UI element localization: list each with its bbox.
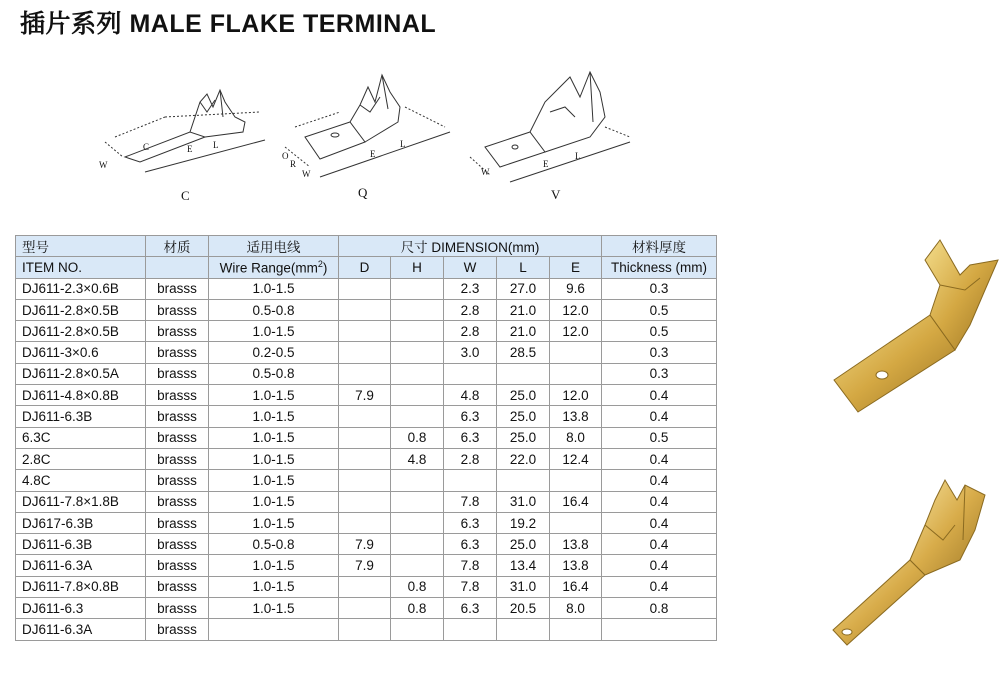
cell-w: 7.8 [444,491,497,512]
cell-l [497,470,550,491]
dim-label-e: E [543,159,549,169]
cell-item: DJ611-7.8×0.8B [16,576,146,597]
cell-l: 20.5 [497,598,550,619]
header-h: H [391,257,444,278]
cell-t: 0.4 [602,491,717,512]
cell-metal: brasss [146,598,209,619]
cell-l: 13.4 [497,555,550,576]
cell-d [339,278,391,299]
dim-label-e: E [370,149,376,159]
cell-l: 27.0 [497,278,550,299]
cell-wire: 1.0-1.5 [209,491,339,512]
diagram-label-c: C [181,188,190,203]
cell-t: 0.3 [602,363,717,384]
cell-metal: brasss [146,470,209,491]
cell-metal: brasss [146,512,209,533]
cell-w: 7.8 [444,555,497,576]
cell-item: DJ611-6.3A [16,555,146,576]
cell-h [391,555,444,576]
header-wire-range: Wire $Range(mm^2)$ [209,257,339,278]
cell-t: 0.4 [602,534,717,555]
dim-label-w: W [481,167,490,177]
table-row [16,385,717,406]
cell-d [339,299,391,320]
cell-e [550,342,602,363]
dim-label-r: R [290,159,297,169]
cell-e [550,619,602,640]
header-dimension: 尺寸 DIMENSION(mm) [339,236,602,257]
cell-item: DJ611-6.3B [16,534,146,555]
cell-w: 7.8 [444,576,497,597]
cell-e [550,512,602,533]
cell-e: 13.8 [550,534,602,555]
table-header-en [16,257,717,278]
cell-metal: brasss [146,619,209,640]
cell-e: 12.0 [550,321,602,342]
cell-item: DJ617-6.3B [16,512,146,533]
spec-table [15,235,717,641]
table-row [16,619,717,640]
cell-d: 7.9 [339,555,391,576]
dim-label-l: L [213,140,219,150]
cell-h: 0.8 [391,427,444,448]
cell-w: 2.8 [444,448,497,469]
diagram-label-q: Q [358,185,368,200]
cell-w: 6.3 [444,406,497,427]
cell-h [391,385,444,406]
header-l: L [497,257,550,278]
table-row [16,534,717,555]
cell-item: DJ611-2.3×0.6B [16,278,146,299]
cell-metal: brasss [146,427,209,448]
cell-metal: brasss [146,448,209,469]
diagram-label-v: V [551,187,561,202]
header-thickness-cn: 材料厚度 [602,236,717,257]
cell-metal: brasss [146,385,209,406]
diagram-v [465,67,645,202]
cell-wire: 1.0-1.5 [209,555,339,576]
cell-t: 0.5 [602,299,717,320]
header-model-cn: 型号 [16,236,146,257]
cell-e: 13.8 [550,406,602,427]
cell-d [339,470,391,491]
cell-e: 13.8 [550,555,602,576]
diagram-q [280,67,460,200]
table-row [16,406,717,427]
cell-wire: 1.0-1.5 [209,427,339,448]
cell-w: 4.8 [444,385,497,406]
cell-item: 4.8C [16,470,146,491]
terminal-photo-insulated [825,470,1000,660]
cell-metal: brasss [146,534,209,555]
cell-item: DJ611-6.3A [16,619,146,640]
terminal-photo-flat [820,230,1000,425]
cell-h [391,299,444,320]
cell-l: 25.0 [497,406,550,427]
header-thickness: Thickness (mm) [602,257,717,278]
cell-wire: 0.5-0.8 [209,299,339,320]
header-w: W [444,257,497,278]
cell-d: 7.9 [339,534,391,555]
cell-wire: 0.2-0.5 [209,342,339,363]
table-row [16,448,717,469]
cell-wire [209,619,339,640]
table-row [16,576,717,597]
cell-l: 21.0 [497,299,550,320]
cell-l: 31.0 [497,491,550,512]
cell-d [339,406,391,427]
cell-d [339,619,391,640]
cell-item: 6.3C [16,427,146,448]
cell-wire: 1.0-1.5 [209,470,339,491]
cell-e: 12.0 [550,385,602,406]
cell-metal: brasss [146,278,209,299]
cell-l: 31.0 [497,576,550,597]
cell-d [339,491,391,512]
cell-h [391,619,444,640]
cell-t: 0.4 [602,406,717,427]
cell-t: 0.4 [602,512,717,533]
cell-metal: brasss [146,576,209,597]
cell-wire: 0.5-0.8 [209,363,339,384]
cell-wire: 1.0-1.5 [209,406,339,427]
cell-d: 7.9 [339,385,391,406]
cell-item: DJ611-7.8×1.8B [16,491,146,512]
cell-t: 0.4 [602,555,717,576]
cell-h [391,470,444,491]
cell-d [339,576,391,597]
diagram-c [95,62,275,203]
cell-metal: brasss [146,555,209,576]
cell-e: 8.0 [550,598,602,619]
table-row [16,278,717,299]
table-row [16,512,717,533]
cell-item: DJ611-6.3 [16,598,146,619]
cell-h [391,342,444,363]
cell-t: 0.3 [602,342,717,363]
cell-h: 4.8 [391,448,444,469]
cell-wire: 1.0-1.5 [209,385,339,406]
header-metal [146,257,209,278]
cell-l [497,619,550,640]
cell-w [444,363,497,384]
cell-item: 2.8C [16,448,146,469]
cell-d [339,427,391,448]
cell-h: 0.8 [391,598,444,619]
dim-label-c: C [143,142,150,152]
cell-wire: 0.5-0.8 [209,534,339,555]
cell-item: DJ611-2.8×0.5A [16,363,146,384]
cell-d [339,321,391,342]
dim-label-l: L [400,139,406,149]
cell-wire: 1.0-1.5 [209,448,339,469]
cell-wire: 1.0-1.5 [209,598,339,619]
header-d: D [339,257,391,278]
cell-t: 0.4 [602,385,717,406]
cell-t: 0.3 [602,278,717,299]
cell-l: 25.0 [497,534,550,555]
cell-d [339,448,391,469]
cell-h [391,512,444,533]
table-row [16,342,717,363]
cell-metal: brasss [146,363,209,384]
cell-w [444,470,497,491]
dim-label-l: L [575,151,581,161]
table-row [16,363,717,384]
cell-d [339,512,391,533]
cell-metal: brasss [146,299,209,320]
cell-t: 0.4 [602,448,717,469]
header-e: E [550,257,602,278]
cell-t [602,619,717,640]
cell-l: 25.0 [497,427,550,448]
cell-w: 6.3 [444,598,497,619]
cell-l [497,363,550,384]
cell-w: 2.3 [444,278,497,299]
cell-wire: 1.0-1.5 [209,321,339,342]
table-row [16,598,717,619]
cell-w: 6.3 [444,427,497,448]
cell-e [550,363,602,384]
cell-metal: brasss [146,491,209,512]
cell-l: 25.0 [497,385,550,406]
header-item-no: ITEM NO. [16,257,146,278]
cell-item: DJ611-3×0.6 [16,342,146,363]
cell-w [444,619,497,640]
cell-w: 2.8 [444,299,497,320]
cell-e: 16.4 [550,491,602,512]
header-wire-cn: 适用电线 [209,236,339,257]
cell-metal: brasss [146,406,209,427]
cell-e: 9.6 [550,278,602,299]
cell-metal: brasss [146,342,209,363]
cell-h [391,278,444,299]
dim-label-o: O [282,151,289,161]
table-row [16,321,717,342]
terminal-diagrams [95,62,655,212]
cell-h [391,534,444,555]
cell-h: 0.8 [391,576,444,597]
cell-d [339,598,391,619]
table-row [16,299,717,320]
table-row [16,470,717,491]
cell-h [391,491,444,512]
cell-metal: brasss [146,321,209,342]
dim-label-w: W [99,160,108,170]
cell-e: 8.0 [550,427,602,448]
cell-e [550,470,602,491]
header-material-cn: 材质 [146,236,209,257]
cell-e: 12.0 [550,299,602,320]
cell-e: 12.4 [550,448,602,469]
cell-h [391,321,444,342]
cell-w: 6.3 [444,534,497,555]
cell-w: 6.3 [444,512,497,533]
cell-t: 0.4 [602,576,717,597]
cell-w: 2.8 [444,321,497,342]
cell-t: 0.8 [602,598,717,619]
cell-l: 19.2 [497,512,550,533]
cell-item: DJ611-4.8×0.8B [16,385,146,406]
table-row [16,427,717,448]
cell-item: DJ611-6.3B [16,406,146,427]
cell-l: 22.0 [497,448,550,469]
cell-l: 21.0 [497,321,550,342]
cell-h [391,363,444,384]
dim-label-w: W [302,169,311,179]
table-header-cn [16,236,717,257]
cell-h [391,406,444,427]
dim-label-e: E [187,144,193,154]
cell-item: DJ611-2.8×0.5B [16,299,146,320]
cell-wire: 1.0-1.5 [209,576,339,597]
cell-t: 0.5 [602,321,717,342]
cell-d [339,363,391,384]
cell-d [339,342,391,363]
cell-t: 0.4 [602,470,717,491]
cell-wire: 1.0-1.5 [209,278,339,299]
cell-e: 16.4 [550,576,602,597]
page-title: 插片系列 MALE FLAKE TERMINAL [20,10,437,38]
cell-item: DJ611-2.8×0.5B [16,321,146,342]
cell-t: 0.5 [602,427,717,448]
table-row [16,491,717,512]
cell-wire: 1.0-1.5 [209,512,339,533]
cell-l: 28.5 [497,342,550,363]
cell-w: 3.0 [444,342,497,363]
table-row [16,555,717,576]
